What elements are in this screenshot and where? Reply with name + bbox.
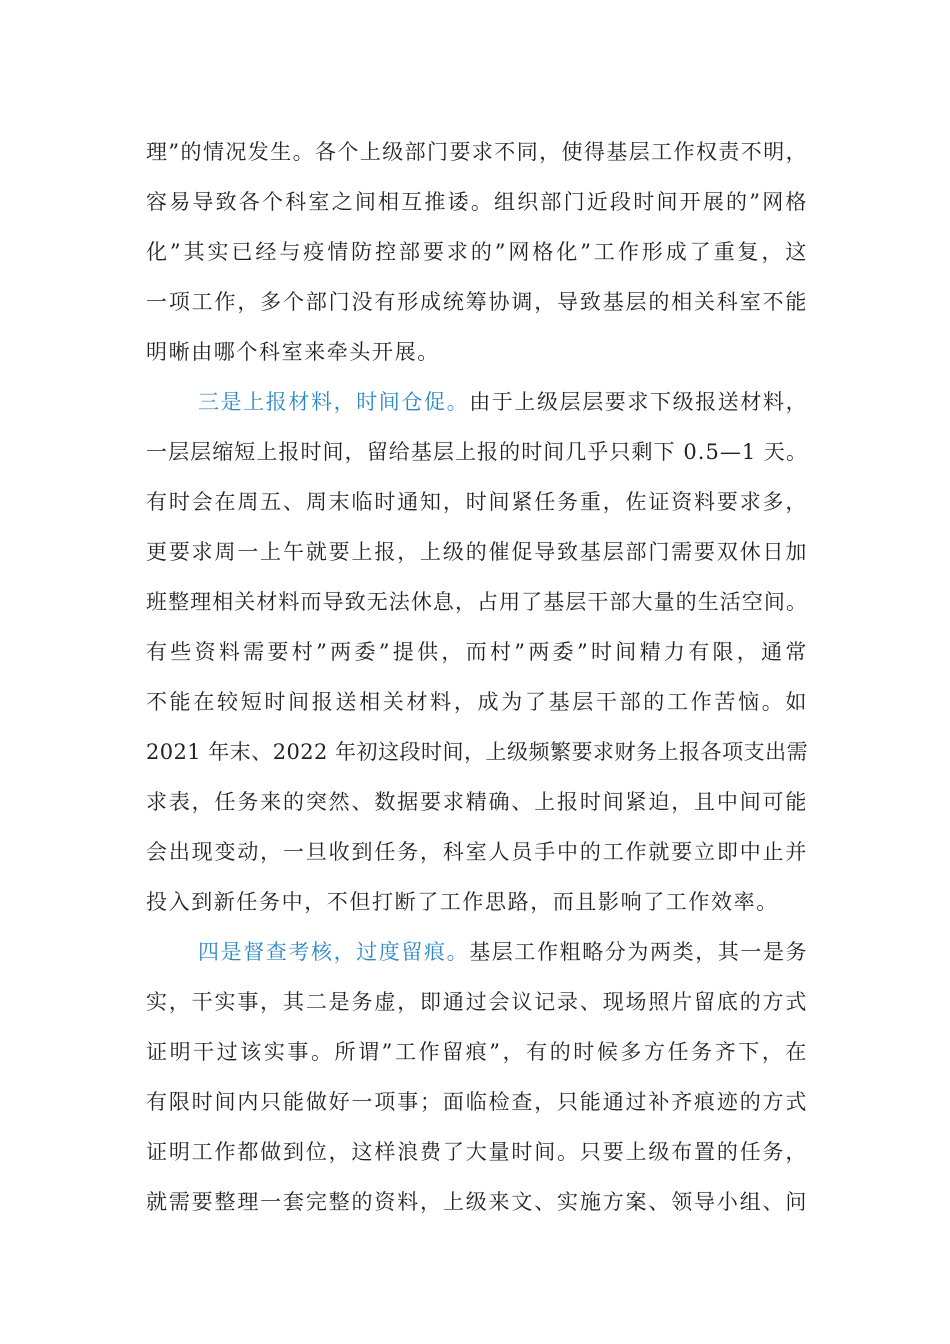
paragraph-line: 容易导致各个科室之间相互推诿。组织部门近段时间开展的”网格 — [146, 190, 808, 214]
paragraph-line: 一层层缩短上报时间，留给基层上报的时间几乎只剩下 0.5—1 天。 — [146, 440, 808, 464]
paragraph-line: 2021 年末、2022 年初这段时间，上级频繁要求财务上报各项支出需 — [146, 740, 808, 764]
paragraph-line: 班整理相关材料而导致无法休息，占用了基层干部大量的生活空间。 — [146, 590, 808, 614]
paragraph-1 — [146, 127, 808, 377]
paragraph-line: 证明工作都做到位，这样浪费了大量时间。只要上级布置的任务， — [146, 1140, 808, 1164]
paragraph-line: 有限时间内只能做好一项事；面临检查，只能通过补齐痕迹的方式 — [146, 1090, 808, 1114]
paragraph-2 — [146, 377, 808, 927]
paragraph-line: 一项工作，多个部门没有形成统筹协调，导致基层的相关科室不能 — [146, 290, 808, 314]
paragraph-line: 不能在较短时间报送相关材料，成为了基层干部的工作苦恼。如 — [146, 690, 808, 714]
paragraph-line: 明晰由哪个科室来牵头开展。 — [146, 340, 440, 364]
paragraph-text: 由于上级层层要求下级报送材料， — [469, 390, 809, 414]
paragraph-line: 化”其实已经与疫情防控部要求的”网格化”工作形成了重复，这 — [146, 240, 808, 264]
paragraph-first-line — [146, 377, 808, 427]
paragraph-3 — [146, 927, 808, 1227]
paragraph-line: 就需要整理一套完整的资料，上级来文、实施方案、领导小组、问 — [146, 1190, 808, 1214]
paragraph-line: 有些资料需要村”两委”提供，而村”两委”时间精力有限，通常 — [146, 640, 808, 664]
paragraph-line: 理”的情况发生。各个上级部门要求不同，使得基层工作权责不明， — [146, 140, 808, 164]
section-heading: 三是上报材料，时间仓促。 — [198, 390, 470, 414]
section-heading: 四是督查考核，过度留痕。 — [198, 940, 470, 964]
paragraph-line: 求表，任务来的突然、数据要求精确、上报时间紧迫，且中间可能 — [146, 790, 808, 814]
paragraph-line: 投入到新任务中，不但打断了工作思路，而且影响了工作效率。 — [146, 890, 779, 914]
paragraph-line: 证明干过该实事。所谓”工作留痕”，有的时候多方任务齐下，在 — [146, 1040, 808, 1064]
paragraph-line: 会出现变动，一旦收到任务，科室人员手中的工作就要立即中止并 — [146, 840, 808, 864]
paragraph-text: 基层工作粗略分为两类，其一是务 — [469, 940, 809, 964]
paragraph-first-line — [146, 927, 808, 977]
paragraph-line: 有时会在周五、周末临时通知，时间紧任务重，佐证资料要求多， — [146, 490, 808, 514]
paragraph-line: 更要求周一上午就要上报，上级的催促导致基层部门需要双休日加 — [146, 540, 808, 564]
paragraph-line: 实，干实事，其二是务虚，即通过会议记录、现场照片留底的方式 — [146, 990, 808, 1014]
